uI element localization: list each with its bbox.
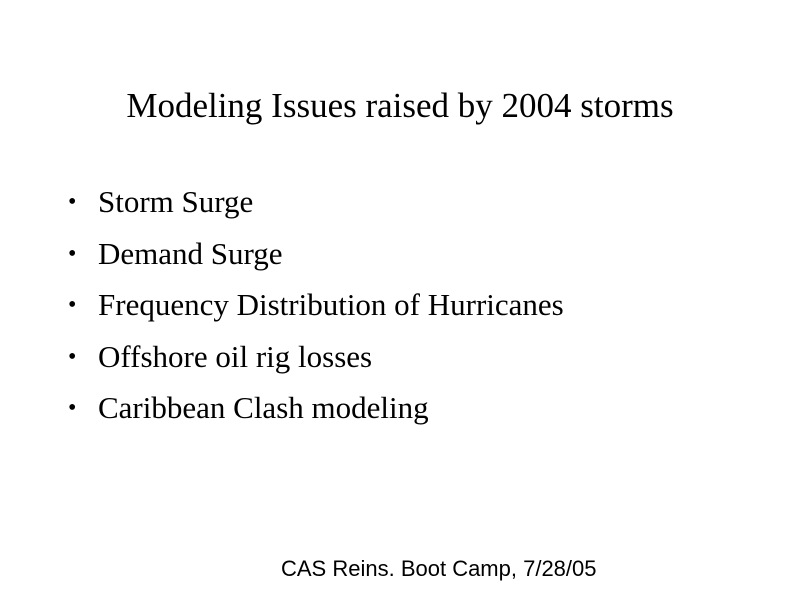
bullet-text: Caribbean Clash modeling	[98, 390, 429, 425]
slide-footer: CAS Reins. Boot Camp, 7/28/05	[281, 556, 597, 581]
bullet-icon: •	[68, 343, 77, 370]
bullet-text: Demand Surge	[98, 235, 283, 271]
bullet-icon: •	[68, 292, 77, 318]
slide-title: Modeling Issues raised by 2004 storms	[126, 86, 674, 125]
bullet-text: Offshore oil rig losses	[98, 338, 373, 374]
bullet-icon: •	[68, 395, 77, 421]
bullet-text: Frequency Distribution of Hurricanes	[98, 287, 564, 322]
bullet-text: Storm Surge	[98, 184, 254, 219]
bullet-icon: •	[68, 240, 77, 267]
bullet-icon: •	[68, 189, 77, 215]
